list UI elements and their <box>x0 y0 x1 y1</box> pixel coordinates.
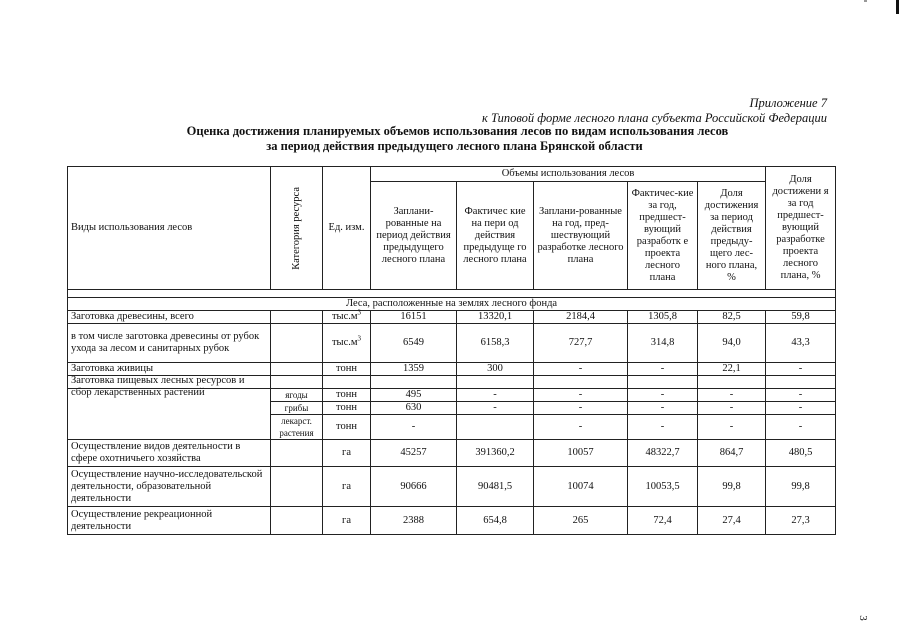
row-category <box>271 467 323 507</box>
row-category: грибы <box>271 402 323 415</box>
row-category: лекарст. растения <box>271 415 323 440</box>
cell-share-period: 27,4 <box>698 507 766 535</box>
cell-share-period <box>698 376 766 389</box>
table-row <box>68 389 836 402</box>
row-unit: га <box>323 440 371 467</box>
table-row <box>68 324 836 363</box>
row-category <box>271 440 323 467</box>
cell-planned-year <box>534 376 628 389</box>
unit-superscript: 3 <box>357 334 362 343</box>
cell-planned-period: 90666 <box>371 467 457 507</box>
scan-edge-mark <box>896 0 899 14</box>
cell-planned-period: 2388 <box>371 507 457 535</box>
row-name-food-resources <box>68 375 271 440</box>
cell-actual-period <box>457 376 534 389</box>
cell-planned-period: 1359 <box>371 363 457 376</box>
table-row <box>68 311 836 324</box>
cell-share-year: 480,5 <box>766 440 836 467</box>
cell-share-period: - <box>698 389 766 402</box>
spacer-row <box>68 290 836 298</box>
section-row <box>68 298 836 311</box>
cell-planned-period: 16151 <box>371 311 457 324</box>
unit-text: тыс.м <box>331 337 358 348</box>
row-category <box>271 376 323 389</box>
unit-superscript: 3 <box>357 308 362 317</box>
header-actual-year: Фактичес-кие за год, предшест-вующий разработк е проекта лесного плана <box>628 182 698 290</box>
cell-actual-year: - <box>628 402 698 415</box>
table-row <box>68 363 836 376</box>
appendix-line-1: Приложение 7 <box>749 96 827 110</box>
header-planned-period: Заплани-рованные на период действия предыдущего лесного плана <box>371 182 457 290</box>
cell-actual-year: - <box>628 415 698 440</box>
cell-planned-year: - <box>534 402 628 415</box>
row-name: Осуществление научно-исследовательской деятельности, образовательной деятельности <box>68 467 271 507</box>
table-row <box>68 467 836 507</box>
cell-planned-year: 727,7 <box>534 324 628 363</box>
row-category <box>271 507 323 535</box>
cell-share-year: 99,8 <box>766 467 836 507</box>
cell-actual-period: - <box>457 402 534 415</box>
cell-share-period: 82,5 <box>698 311 766 324</box>
cell-share-year <box>766 376 836 389</box>
cell-planned-year: - <box>534 389 628 402</box>
header-use-kind: Виды использования лесов <box>68 167 271 290</box>
title-line-1: Оценка достижения планируемых объемов использования лесов по видам использования лесов <box>186 124 729 138</box>
row-unit: тонн <box>323 363 371 376</box>
row-name: Заготовка живицы <box>68 363 271 376</box>
cell-share-year: - <box>766 415 836 440</box>
row-unit: тонн <box>323 389 371 402</box>
cell-actual-year: - <box>628 363 698 376</box>
cell-planned-period: 45257 <box>371 440 457 467</box>
row-category <box>271 324 323 363</box>
cell-share-period: - <box>698 402 766 415</box>
cell-actual-year <box>628 376 698 389</box>
forest-use-table <box>67 166 836 535</box>
document-title <box>0 124 905 154</box>
cell-actual-year: 72,4 <box>628 507 698 535</box>
cell-share-period: 22,1 <box>698 363 766 376</box>
scan-edge-dot <box>864 0 867 2</box>
cell-share-year: - <box>766 402 836 415</box>
cell-planned-period: 630 <box>371 402 457 415</box>
header-share-period: Доля достижения за период действия предыду-щего лес-ного плана, % <box>698 182 766 290</box>
header-row-1 <box>68 167 836 182</box>
title-line-2: за период действия предыдущего лесного плана Брянской области <box>266 139 643 153</box>
appendix-note <box>482 96 827 126</box>
resource-category-text: Категория ресурса <box>290 186 302 270</box>
cell-actual-period: 90481,5 <box>457 467 534 507</box>
row-name: Осуществление видов деятельности в сфере охотничьего хозяйства <box>68 440 271 467</box>
cell-actual-year: 314,8 <box>628 324 698 363</box>
header-share-year: Доля достижени я за год предшест-вующий разработке проекта лесного плана, % <box>766 167 836 290</box>
row-category: ягоды <box>271 389 323 402</box>
cell-planned-period <box>371 376 457 389</box>
cell-planned-period: 495 <box>371 389 457 402</box>
cell-actual-period: 6158,3 <box>457 324 534 363</box>
section-title: Леса, расположенные на землях лесного фонда <box>68 298 836 311</box>
cell-share-year: 59,8 <box>766 311 836 324</box>
cell-actual-period: 13320,1 <box>457 311 534 324</box>
header-actual-period: Фактичес кие на пери од действия предыдуще го лесного плана <box>457 182 534 290</box>
cell-share-year: - <box>766 389 836 402</box>
cell-planned-year: - <box>534 415 628 440</box>
cell-actual-period: 654,8 <box>457 507 534 535</box>
row-name: Заготовка древесины, всего <box>68 311 271 324</box>
row-unit <box>323 324 371 363</box>
header-volumes: Объемы использования лесов <box>371 167 766 182</box>
cell-actual-period <box>457 415 534 440</box>
cell-actual-year: - <box>628 389 698 402</box>
row-unit <box>323 308 371 324</box>
food-resources-text: Заготовка пищевых лесных ресурсов и сбор лекарственных растений <box>71 375 245 398</box>
row-unit: га <box>323 467 371 507</box>
cell-planned-year: 2184,4 <box>534 311 628 324</box>
header-unit: Ед. изм. <box>323 167 371 290</box>
cell-share-period: 864,7 <box>698 440 766 467</box>
cell-share-period: 94,0 <box>698 324 766 363</box>
cell-share-period: 99,8 <box>698 467 766 507</box>
cell-share-period: - <box>698 415 766 440</box>
row-unit: га <box>323 507 371 535</box>
row-category <box>271 363 323 376</box>
table-row <box>68 507 836 535</box>
page-number: 3 <box>856 615 869 621</box>
table-row <box>68 440 836 467</box>
cell-actual-year: 48322,7 <box>628 440 698 467</box>
header-resource-category <box>271 167 323 290</box>
cell-share-year: 43,3 <box>766 324 836 363</box>
cell-actual-period: 391360,2 <box>457 440 534 467</box>
header-planned-year: Заплани-рованные на год, пред-шествующий разработке лесного плана <box>534 182 628 290</box>
cell-actual-year: 1305,8 <box>628 311 698 324</box>
cell-actual-period: 300 <box>457 363 534 376</box>
cell-actual-year: 10053,5 <box>628 467 698 507</box>
cell-planned-period: - <box>371 415 457 440</box>
row-category <box>271 311 323 324</box>
cell-actual-period: - <box>457 389 534 402</box>
row-name: в том числе заготовка древесины от рубок ухода за лесом и санитарных рубок <box>68 324 271 363</box>
appendix-line-2: к Типовой форме лесного плана субъекта Российской Федерации <box>482 111 827 125</box>
cell-share-year: - <box>766 363 836 376</box>
spacer-cell <box>68 290 836 298</box>
row-name: Осуществление рекреационной деятельности <box>68 507 271 535</box>
cell-planned-year: - <box>534 363 628 376</box>
row-unit <box>323 376 371 389</box>
cell-share-year: 27,3 <box>766 507 836 535</box>
cell-planned-year: 10057 <box>534 440 628 467</box>
cell-planned-period: 6549 <box>371 324 457 363</box>
cell-planned-year: 265 <box>534 507 628 535</box>
row-unit: тонн <box>323 402 371 415</box>
row-unit: тонн <box>323 415 371 440</box>
cell-planned-year: 10074 <box>534 467 628 507</box>
unit-text: тыс.м <box>331 311 358 322</box>
